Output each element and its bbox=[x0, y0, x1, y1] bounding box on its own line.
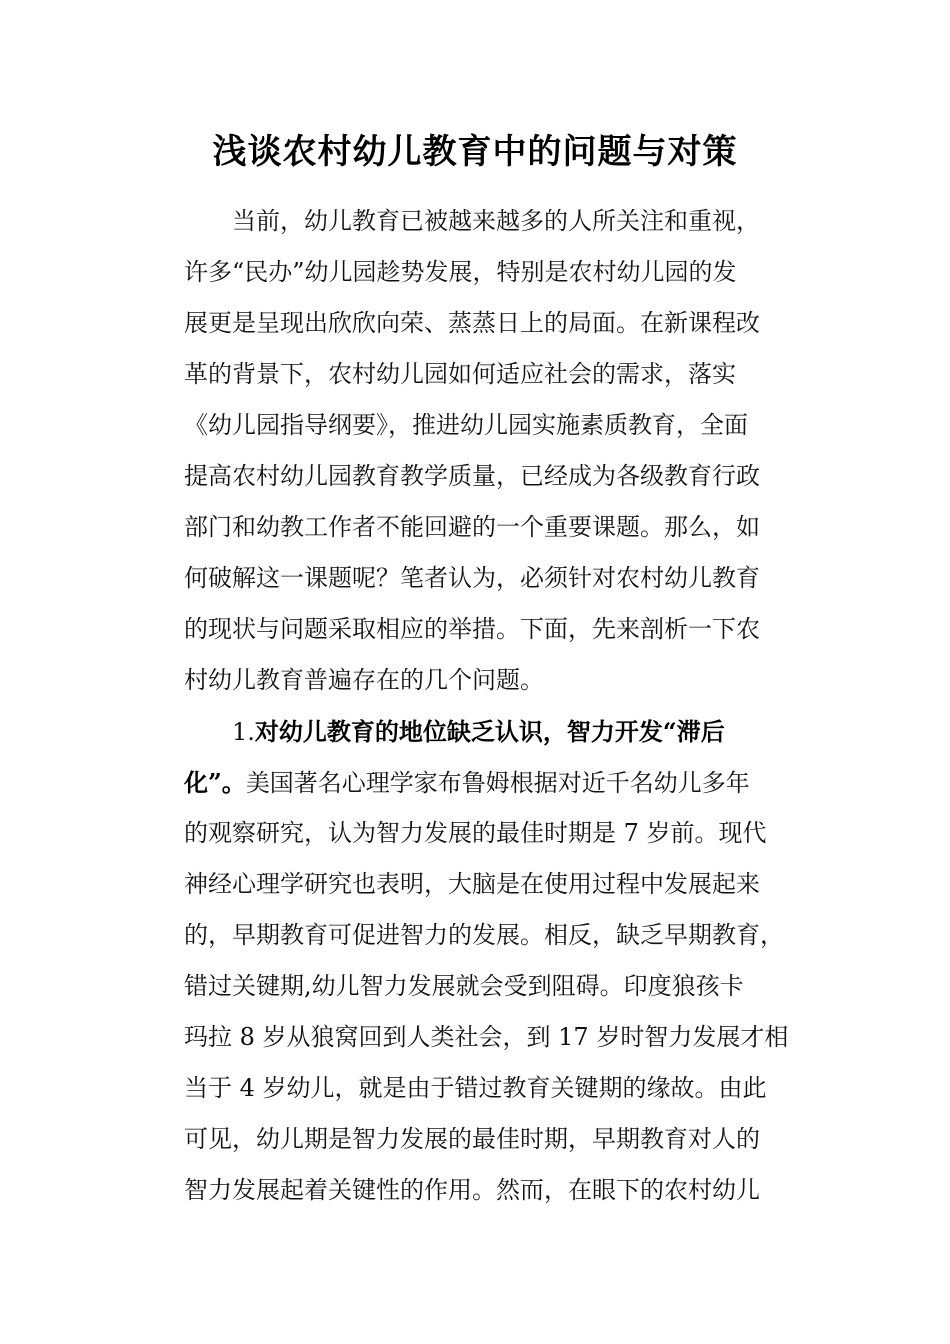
paragraph-line: 当前，幼儿教育已被越来越多的人所关注和重视， bbox=[232, 207, 760, 235]
section-number: 1. bbox=[232, 718, 255, 746]
section-heading: 对幼儿教育的地位缺乏认识，智力开发“滞后 bbox=[254, 717, 725, 746]
paragraph-line: 错过关键期,幼儿智力发展就会受到阻碍。印度狼孩卡 bbox=[184, 972, 744, 1000]
document-title: 浅谈农村幼儿教育中的问题与对策 bbox=[212, 132, 738, 172]
paragraph-line: 许多“民办”幼儿园趁势发展，特别是农村幼儿园的发 bbox=[184, 258, 737, 286]
section-heading-end: 化”。 bbox=[184, 768, 246, 797]
paragraph-line: 何破解这一课题呢？笔者认为，必须针对农村幼儿教育 bbox=[184, 564, 760, 592]
paragraph-line: 当于 4 岁幼儿，就是由于错过教育关键期的缘故。由此 bbox=[184, 1074, 767, 1102]
paragraph-line: 神经心理学研究也表明，大脑是在使用过程中发展起来 bbox=[184, 870, 760, 898]
paragraph-line: 的观察研究，认为智力发展的最佳时期是 7 岁前。现代 bbox=[184, 819, 767, 847]
paragraph-text: 美国著名心理学家布鲁姆根据对近千名幼儿多年 bbox=[245, 769, 750, 797]
section-heading-line bbox=[184, 757, 804, 808]
paragraph-line: 革的背景下，农村幼儿园如何适应社会的需求，落实 bbox=[184, 360, 736, 388]
paragraph-line: 的现状与问题采取相应的举措。下面，先来剖析一下农 bbox=[184, 615, 760, 643]
paragraph-line: 可见，幼儿期是智力发展的最佳时期，早期教育对人的 bbox=[184, 1125, 760, 1153]
paragraph-line: 的，早期教育可促进智力的发展。相反，缺乏早期教育， bbox=[184, 921, 784, 949]
paragraph-line: 展更是呈现出欣欣向荣、蒸蒸日上的局面。在新课程改 bbox=[184, 309, 760, 337]
paragraph-line: 智力发展起着关键性的作用。然而，在眼下的农村幼儿 bbox=[184, 1176, 760, 1204]
paragraph-line: 村幼儿教育普遍存在的几个问题。 bbox=[184, 666, 544, 694]
section-heading-line bbox=[184, 706, 804, 757]
document-body bbox=[184, 196, 804, 1216]
paragraph-line: 提高农村幼儿园教育教学质量，已经成为各级教育行政 bbox=[184, 462, 760, 490]
paragraph-line: 《幼儿园指导纲要》，推进幼儿园实施素质教育，全面 bbox=[184, 411, 748, 439]
paragraph-line: 玛拉 8 岁从狼窝回到人类社会，到 17 岁时智力发展才相 bbox=[184, 1023, 789, 1051]
paragraph-line: 部门和幼教工作者不能回避的一个重要课题。那么，如 bbox=[184, 513, 760, 541]
